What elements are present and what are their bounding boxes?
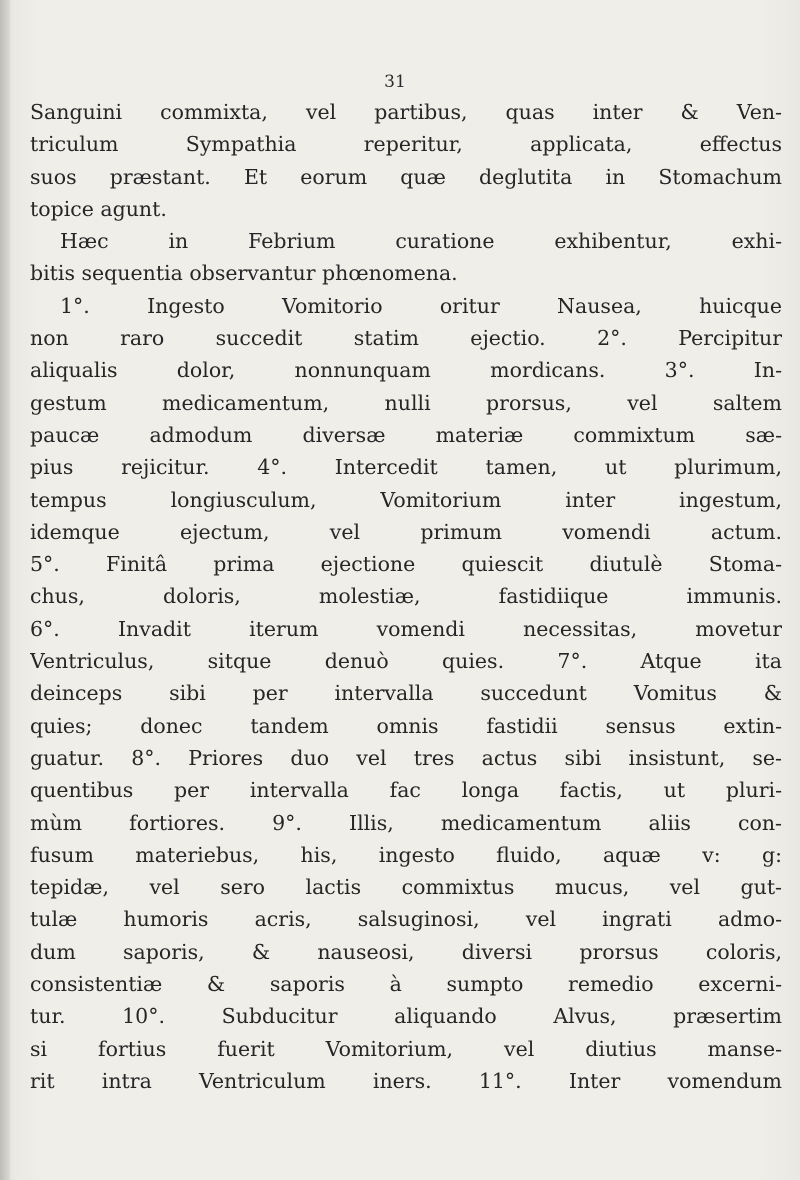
- page-binding-edge: [0, 0, 10, 1180]
- text-line: quies; donec tandem omnis fastidii sensus extin-: [30, 713, 782, 738]
- text-line: Sanguini commixta, vel partibus, quas inter & Ven-: [30, 100, 782, 124]
- text-line: 1°. Ingesto Vomitorio oritur Nausea, huicque: [60, 293, 782, 318]
- text-line: tur. 10°. Subducitur aliquando Alvus, præsertim: [30, 1004, 782, 1029]
- text-line: rit intra Ventriculum iners. 11°. Inter vomendum: [30, 1068, 782, 1093]
- text-line: tempus longiusculum, Vomitorium inter ingestum,: [30, 487, 782, 512]
- text-line: consistentiæ & saporis à sumpto remedio excerni-: [30, 972, 782, 997]
- text-line: mùm fortiores. 9°. Illis, medicamentum aliis con-: [30, 810, 782, 835]
- text-line: deinceps sibi per intervalla succedunt Vomitus &: [30, 681, 782, 706]
- text-line: si fortius fuerit Vomitorium, vel diutius manse-: [30, 1036, 782, 1061]
- text-line: topice agunt.: [30, 196, 167, 221]
- text-line: triculum Sympathia reperitur, applicata, effectus: [30, 132, 782, 157]
- text-line: 6°. Invadit iterum vomendi necessitas, movetur: [30, 616, 782, 641]
- text-line: pius rejicitur. 4°. Intercedit tamen, ut plurimum,: [30, 455, 782, 480]
- text-line: suos præstant. Et eorum quæ deglutita in Stomachum: [30, 164, 782, 189]
- text-line: quentibus per intervalla fac longa factis, ut pluri-: [30, 778, 782, 803]
- text-line: Ventriculus, sitque denuò quies. 7°. Atque ita: [30, 649, 782, 674]
- text-line: aliqualis dolor, nonnunquam mordicans. 3°. In-: [30, 358, 782, 383]
- text-line: non raro succedit statim ejectio. 2°. Percipitur: [30, 326, 782, 351]
- text-line: paucæ admodum diversæ materiæ commixtum sæ-: [30, 422, 782, 447]
- text-line: fusum materiebus, his, ingesto fluido, aquæ v: g:: [30, 842, 782, 867]
- text-line: tulæ humoris acris, salsuginosi, vel ingrati admo-: [30, 907, 782, 932]
- text-line: idemque ejectum, vel primum vomendi actum.: [30, 519, 782, 544]
- text-line: Hæc in Febrium curatione exhibentur, exhi-: [60, 229, 782, 254]
- page-number: 31: [384, 72, 406, 92]
- text-line: guatur. 8°. Priores duo vel tres actus sibi insistunt, se-: [30, 745, 782, 770]
- text-line: 5°. Finitâ prima ejectione quiescit diutulè Stoma-: [30, 552, 782, 577]
- body-text: [30, 96, 782, 1097]
- text-line: tepidæ, vel sero lactis commixtus mucus, vel gut-: [30, 875, 782, 900]
- text-line: gestum medicamentum, nulli prorsus, vel saltem: [30, 390, 782, 415]
- text-line: dum saporis, & nauseosi, diversi prorsus coloris,: [30, 939, 782, 964]
- text-line: chus, doloris, molestiæ, fastidiique immunis.: [30, 584, 782, 609]
- text-line: bitis sequentia observantur phœnomena.: [30, 261, 458, 286]
